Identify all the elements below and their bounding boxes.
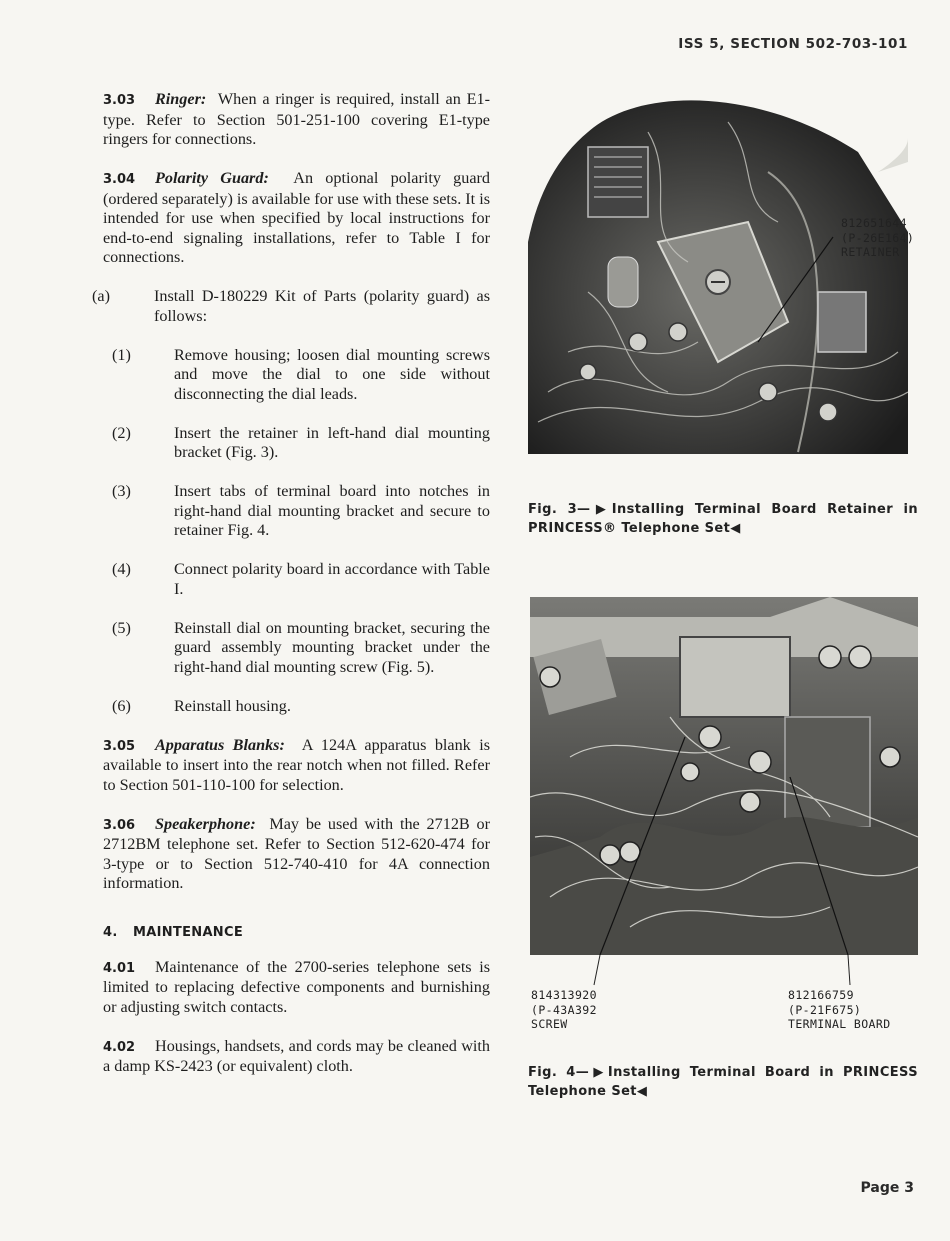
section-title: Polarity Guard: [155,169,269,187]
heading-number: 4. [103,924,118,940]
section-4-01: 4.01 Maintenance of the 2700-series telephone sets is limited to replacing defective components and burnishing or adjusting switch contacts. [103,957,490,1016]
figure-3-photo [528,92,908,454]
section-body: Housings, handsets, and cords may be cleaned with a damp KS-2423 (or equivalent) cloth. [103,1036,490,1075]
callout-code: (P-43A392 [531,1002,597,1017]
callout-part-number: 814313920 [531,988,597,1002]
section-body: Maintenance of the 2700-series telephone sets is limited to replacing defective components and burnishing or adjusting switch contacts. [103,957,490,1016]
maintenance-heading [103,925,490,940]
step-label: (3) [112,482,131,500]
section-body: A 124A apparatus blank is available to insert into the rear notch when not filled. Refer to Section 501-110-100 for selection. [103,735,490,794]
step-label: (1) [112,345,131,364]
step-label: (4) [112,560,131,578]
section-title: Ringer: [155,90,207,108]
section-4-02: 4.02 Housings, handsets, and cords may be cleaned with a damp KS-2423 (or equivalent) cloth. [103,1036,490,1075]
section-title: Speakerphone: [155,814,256,833]
section-3-03: 3.03 Ringer: When a ringer is required, install an E1-type. Refer to Section 501-251-100 covering E1-type ringers for connections. [103,90,490,148]
callout-label: RETAINER [841,245,900,259]
callout-part-number: 812166759 [788,988,854,1002]
figure-4-caption: Fig. 4—▶Installing Terminal Board in PRINCESS Telephone Set◀ [528,1065,918,1099]
callout-code: (P-26E164) [841,230,915,245]
step-3 [112,482,490,541]
step-label: (6) [112,696,131,715]
step-a [92,287,490,326]
section-body: When a ringer is required, install an E1-type. Refer to Section 501-251-100 covering E1-type ringers for connections. [103,90,490,148]
callout-code: (P-21F675) [788,1002,862,1017]
step-body: Reinstall housing. [174,696,291,715]
step-6 [112,696,490,717]
fig4-screw-callout [531,988,597,1032]
page-header: ISS 5, SECTION 502-703-101 [678,36,908,52]
step-body: Insert the retainer in left-hand dial mounting bracket (Fig. 3). [174,423,490,461]
section-body: May be used with the 2712B or 2712BM telephone set. Refer to Section 512-620-474 for 3-type or to Section 512-740-410 for 4A connection information. [103,814,490,892]
figure-4-photo [530,597,918,955]
section-title: Apparatus Blanks: [155,735,285,754]
heading-title: MAINTENANCE [133,924,244,940]
step-body: Install D-180229 Kit of Parts (polarity guard) as follows: [154,287,490,325]
step-4 [112,560,490,599]
section-3-06: 3.06 Speakerphone: May be used with the 2712B or 2712BM telephone set. Refer to Section 512-620-474 for 3-type or to Section 512-740-410 for 4A connection information. [103,814,490,892]
step-2 [112,423,490,463]
callout-label: TERMINAL BOARD [788,1017,891,1031]
step-5 [112,618,490,678]
step-1 [112,345,490,405]
callout-part-number: 812651644 [841,216,907,230]
step-label: (a) [92,287,110,305]
fig4-terminal-board-callout [788,988,891,1032]
section-3-05: 3.05 Apparatus Blanks: A 124A apparatus blank is available to insert into the rear notch when not filled. Refer to Section 501-110-100 for selection. [103,735,490,794]
step-body: Remove housing; loosen dial mounting screws and move the dial to one side without disconnecting the dial leads. [174,345,490,403]
step-label: (5) [112,618,131,637]
section-body: An optional polarity guard (ordered separately) is available for use with these sets. It is intended for use when specified by local instructions for end-to-end signaling installations, refer to Table I for connections. [103,169,491,266]
fig3-retainer-callout [841,216,914,260]
step-body: Insert tabs of terminal board into notches in right-hand dial mounting bracket and secure to retainer Fig. 4. [174,482,490,539]
figure-3-caption: Fig. 3—▶Installing Terminal Board Retainer in PRINCESS® Telephone Set◀ [528,502,918,536]
step-label: (2) [112,423,131,442]
section-3-04: 3.04 Polarity Guard: An optional polarity guard (ordered separately) is available for use with these sets. It is intended for use when specified by local instructions for end-to-end signaling installations, refer to Table I for connections. [103,169,491,266]
step-body: Connect polarity board in accordance with Table I. [174,560,490,598]
figure-4-leader-lines [530,955,918,989]
body-column [92,90,491,1096]
step-body: Reinstall dial on mounting bracket, securing the guard assembly mounting bracket under the right-hand dial mounting screw (Fig. 5). [174,618,490,676]
page-number: Page 3 [860,1180,914,1196]
callout-label: SCREW [531,1017,568,1031]
